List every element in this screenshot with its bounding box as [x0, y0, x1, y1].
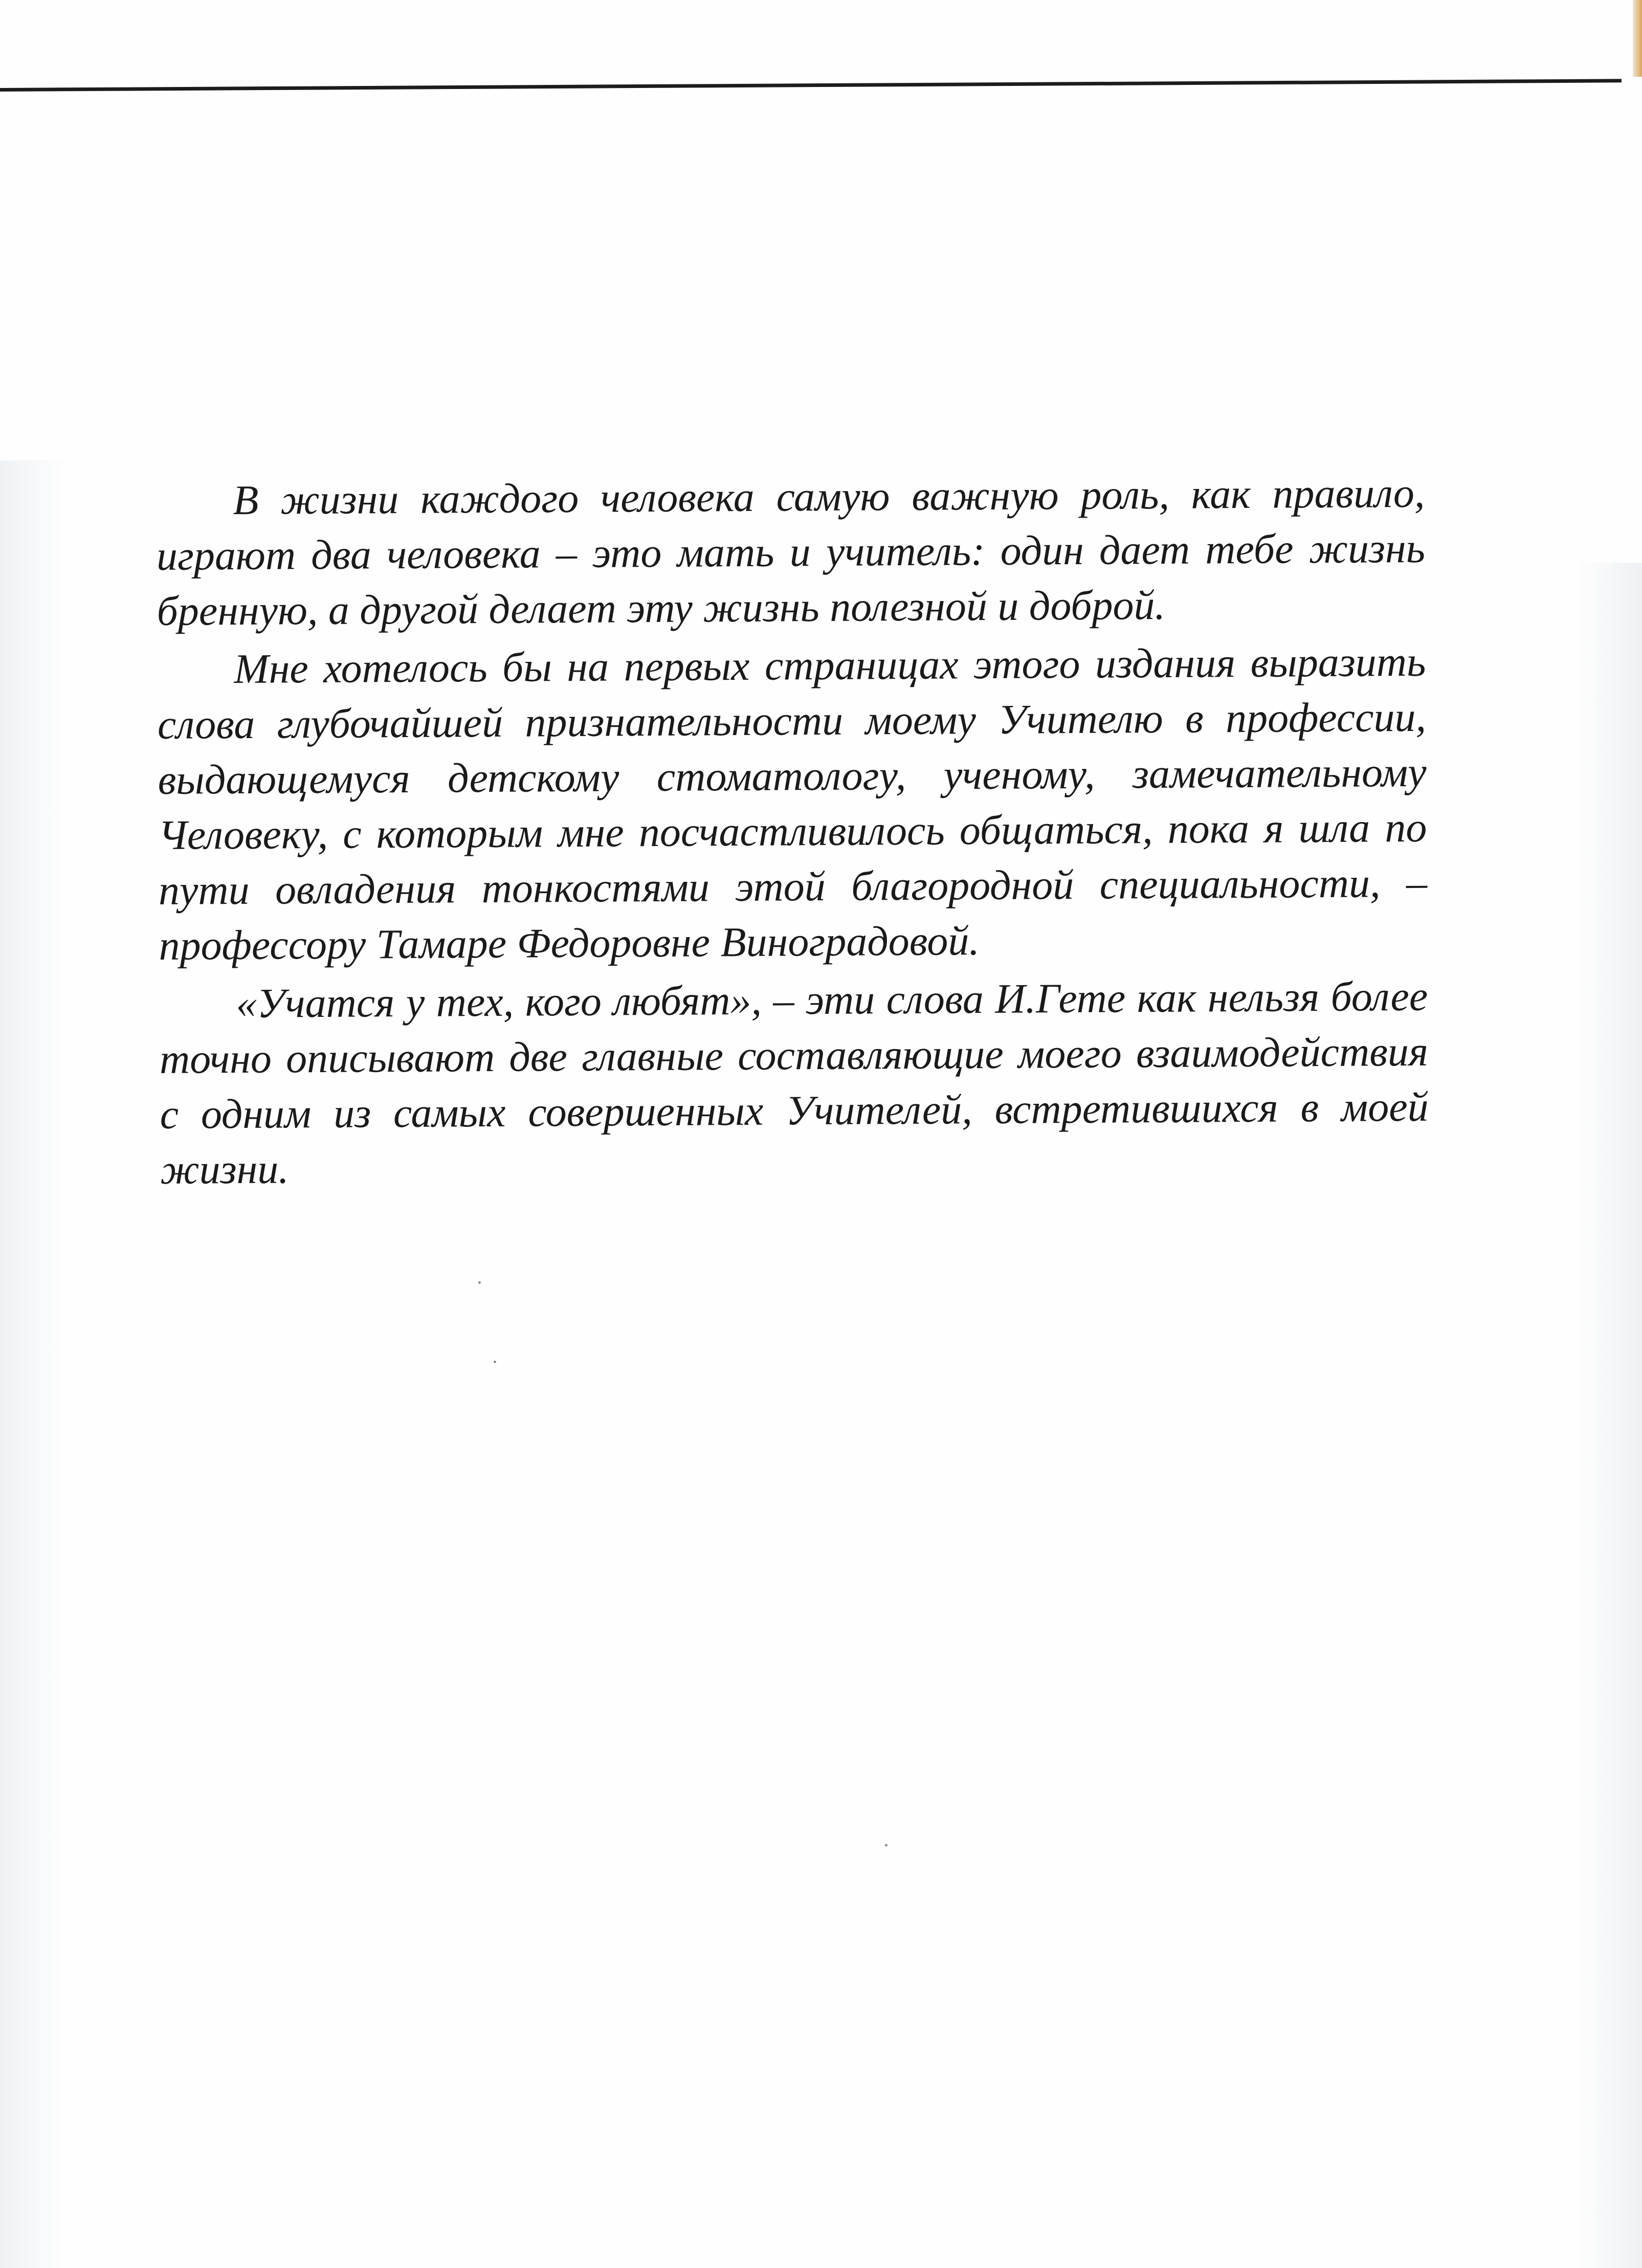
header-rule — [0, 79, 1622, 92]
scan-speck — [885, 1844, 887, 1847]
scan-speck — [478, 1281, 481, 1284]
right-bleed-through — [1576, 563, 1642, 2268]
dedication-text — [156, 465, 1429, 1197]
paragraph-1: В жизни каждого человека самую важную роль, как правило, играют два человека – это мать и учитель: один дает тебе жизнь бренную, а другой делает эту жизнь полезной и доброй. — [156, 469, 1426, 634]
paragraph-3: «Учатся у тех, кого любят», – эти слова И.Гете как нельзя более точно описывают две главные составляющие моего взаимодействия с одним из самых совершенных Учителей, встретившихся в моей жизни. — [159, 972, 1429, 1193]
scan-speck — [494, 1361, 496, 1363]
paragraph-2: Мне хотелось бы на первых страницах этого издания выразить слова глубочайшей признательности моему Учителю в профессии, выдающемуся детскому стоматологу, ученому, замечательному Человеку, с которым мне посчастливилось общаться, пока я шла по пути овладения тонкостями этой благородной специальности, – профессору Тамаре Федоровне Виноградовой. — [157, 638, 1428, 969]
page-edge-shadow — [1633, 0, 1642, 77]
left-bleed-through — [0, 460, 66, 2268]
